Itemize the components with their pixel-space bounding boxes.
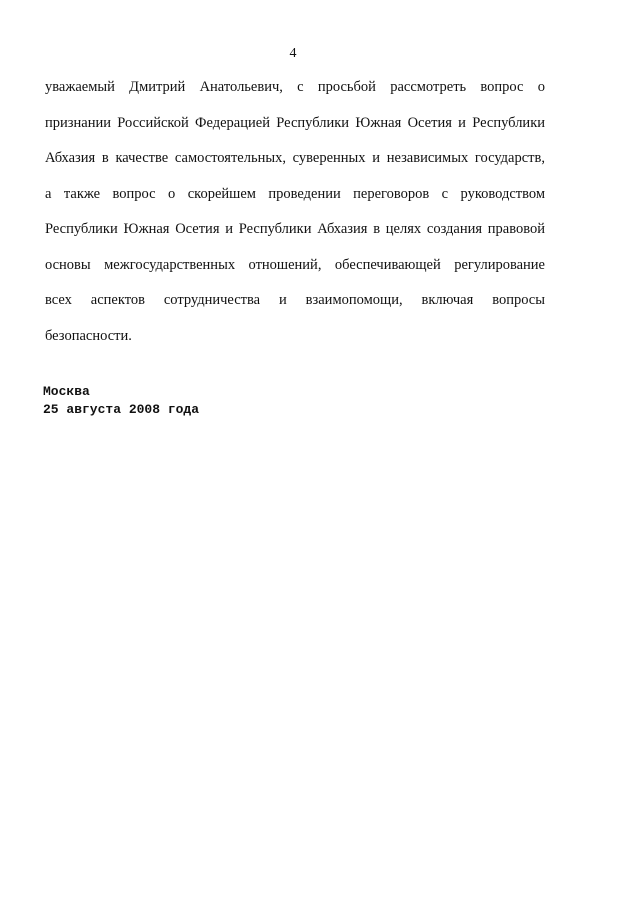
paragraph-line: признании Российской Федерацией Республики Южная Осетия и Республики <box>45 114 545 131</box>
paragraph-line: а также вопрос о скорейшем проведении переговоров с руководством <box>45 185 545 202</box>
paragraph-line: основы межгосударственных отношений, обеспечивающей регулирование <box>45 256 545 273</box>
signature-block <box>43 383 199 419</box>
signature-place: Москва <box>43 384 90 399</box>
paragraph-line: Республики Южная Осетия и Республики Абхазия в целях создания правовой <box>45 221 545 237</box>
page-number: 4 <box>289 46 297 61</box>
body-paragraph <box>45 70 545 354</box>
paragraph-line: безопасности. <box>45 327 132 344</box>
paragraph-line: уважаемый Дмитрий Анатольевич, с просьбой рассмотреть вопрос о <box>45 79 545 95</box>
paragraph-line: всех аспектов сотрудничества и взаимопомощи, включая вопросы <box>45 292 545 308</box>
paragraph-line: Абхазия в качестве самостоятельных, суверенных и независимых государств, <box>45 150 545 166</box>
signature-date: 25 августа 2008 года <box>43 402 200 417</box>
